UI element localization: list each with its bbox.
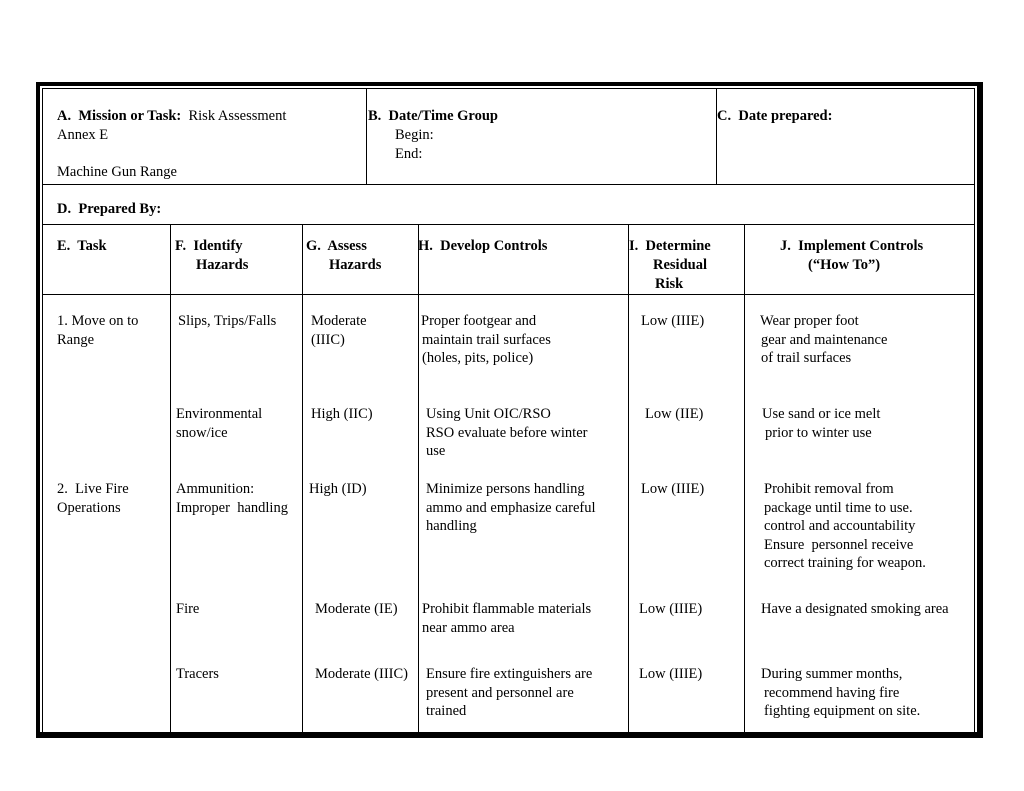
cell-controls: present and personnel are xyxy=(426,684,574,701)
table-column-divider-2 xyxy=(302,224,303,733)
end-label: End: xyxy=(395,146,423,162)
annex-label: Annex E xyxy=(57,127,109,143)
cell-assess: Moderate (IIIC) xyxy=(315,666,408,682)
cell-hazard: Improper handling xyxy=(176,499,288,516)
cell-residual: Low (IIIE) xyxy=(641,313,705,329)
cell-controls: handling xyxy=(426,518,477,534)
cell-residual: Low (IIIE) xyxy=(641,481,705,497)
cell-implement: of trail surfaces xyxy=(761,350,852,366)
prepared-by-divider xyxy=(42,224,975,225)
cell-controls: Prohibit flammable materials xyxy=(422,601,592,617)
column-header-task: E. Task xyxy=(57,238,107,254)
cell-implement: fighting equipment on site. xyxy=(764,703,921,719)
cell-controls: RSO evaluate before winter xyxy=(426,424,588,441)
cell-implement: correct training for weapon. xyxy=(764,555,926,571)
cell-residual: Low (IIIE) xyxy=(639,666,703,682)
mission-label: A. Mission or Task: xyxy=(57,108,182,124)
cell-implement: Ensure personnel receive xyxy=(764,536,914,553)
column-header-determine: I. Determine xyxy=(629,238,711,254)
cell-controls: Using Unit OIC/RSO xyxy=(426,406,551,422)
column-header-implement: J. Implement Controls xyxy=(780,238,924,254)
cell-hazard: snow/ice xyxy=(176,424,228,441)
mission-field xyxy=(57,107,286,126)
column-header-develop: H. Develop Controls xyxy=(418,238,548,254)
header-divider xyxy=(42,184,975,185)
table-column-divider-5 xyxy=(744,224,745,733)
cell-hazard: Fire xyxy=(176,601,200,617)
column-header-identify: F. Identify xyxy=(175,238,243,254)
cell-hazard: Ammunition: xyxy=(176,481,255,497)
cell-hazard: Tracers xyxy=(176,666,219,682)
cell-assess: (IIIC) xyxy=(311,331,345,348)
cell-residual: Low (IIIE) xyxy=(639,601,703,617)
cell-implement: Wear proper foot xyxy=(760,313,859,329)
cell-task: Range xyxy=(57,331,95,348)
cell-assess: Moderate xyxy=(311,313,367,329)
cell-implement: Use sand or ice melt xyxy=(762,406,881,422)
date-time-group-label: B. Date/Time Group xyxy=(368,108,498,124)
column-header-divider xyxy=(42,294,975,295)
cell-implement: control and accountability xyxy=(764,518,916,534)
table-column-divider-4 xyxy=(628,224,629,733)
cell-controls: ammo and emphasize careful xyxy=(426,499,596,516)
column-header-assess-2: Hazards xyxy=(329,257,382,273)
prepared-by-label: D. Prepared By: xyxy=(57,201,162,217)
header-column-divider-2 xyxy=(716,88,717,184)
range-name: Machine Gun Range xyxy=(57,164,177,180)
cell-implement: Have a designated smoking area xyxy=(761,601,949,617)
cell-controls: near ammo area xyxy=(422,619,515,636)
table-column-divider-1 xyxy=(170,224,171,733)
cell-controls: maintain trail surfaces xyxy=(422,331,551,348)
begin-label: Begin: xyxy=(395,127,434,143)
cell-assess: High (ID) xyxy=(309,481,367,497)
column-header-implement-2: (“How To”) xyxy=(808,257,881,273)
cell-controls: trained xyxy=(426,703,467,719)
cell-controls: (holes, pits, police) xyxy=(422,350,534,366)
cell-implement: Prohibit removal from xyxy=(764,481,894,497)
cell-task: 1. Move on to xyxy=(57,313,139,329)
cell-implement: prior to winter use xyxy=(765,424,872,441)
cell-implement: package until time to use. xyxy=(764,499,913,516)
mission-value: Risk Assessment xyxy=(188,108,287,124)
column-header-identify-2: Hazards xyxy=(196,257,249,273)
cell-assess: Moderate (IE) xyxy=(315,601,398,617)
cell-controls: Proper footgear and xyxy=(421,313,537,329)
cell-task: 2. Live Fire xyxy=(57,481,129,497)
date-prepared-label: C. Date prepared: xyxy=(717,108,833,124)
header-column-divider-1 xyxy=(366,88,367,184)
cell-assess: High (IIC) xyxy=(311,406,373,422)
cell-controls: Minimize persons handling xyxy=(426,481,585,497)
cell-residual: Low (IIE) xyxy=(645,406,704,422)
cell-hazard: Environmental xyxy=(176,406,263,422)
cell-implement: During summer months, xyxy=(761,666,903,682)
cell-hazard: Slips, Trips/Falls xyxy=(178,313,277,329)
cell-implement: gear and maintenance xyxy=(761,331,888,348)
cell-controls: Ensure fire extinguishers are xyxy=(426,666,593,682)
column-header-determine-2: Residual xyxy=(653,257,707,273)
table-column-divider-3 xyxy=(418,224,419,733)
cell-task: Operations xyxy=(57,499,121,516)
cell-implement: recommend having fire xyxy=(764,684,900,701)
cell-controls: use xyxy=(426,443,446,459)
column-header-assess: G. Assess xyxy=(306,238,367,254)
column-header-determine-3: Risk xyxy=(655,276,684,292)
